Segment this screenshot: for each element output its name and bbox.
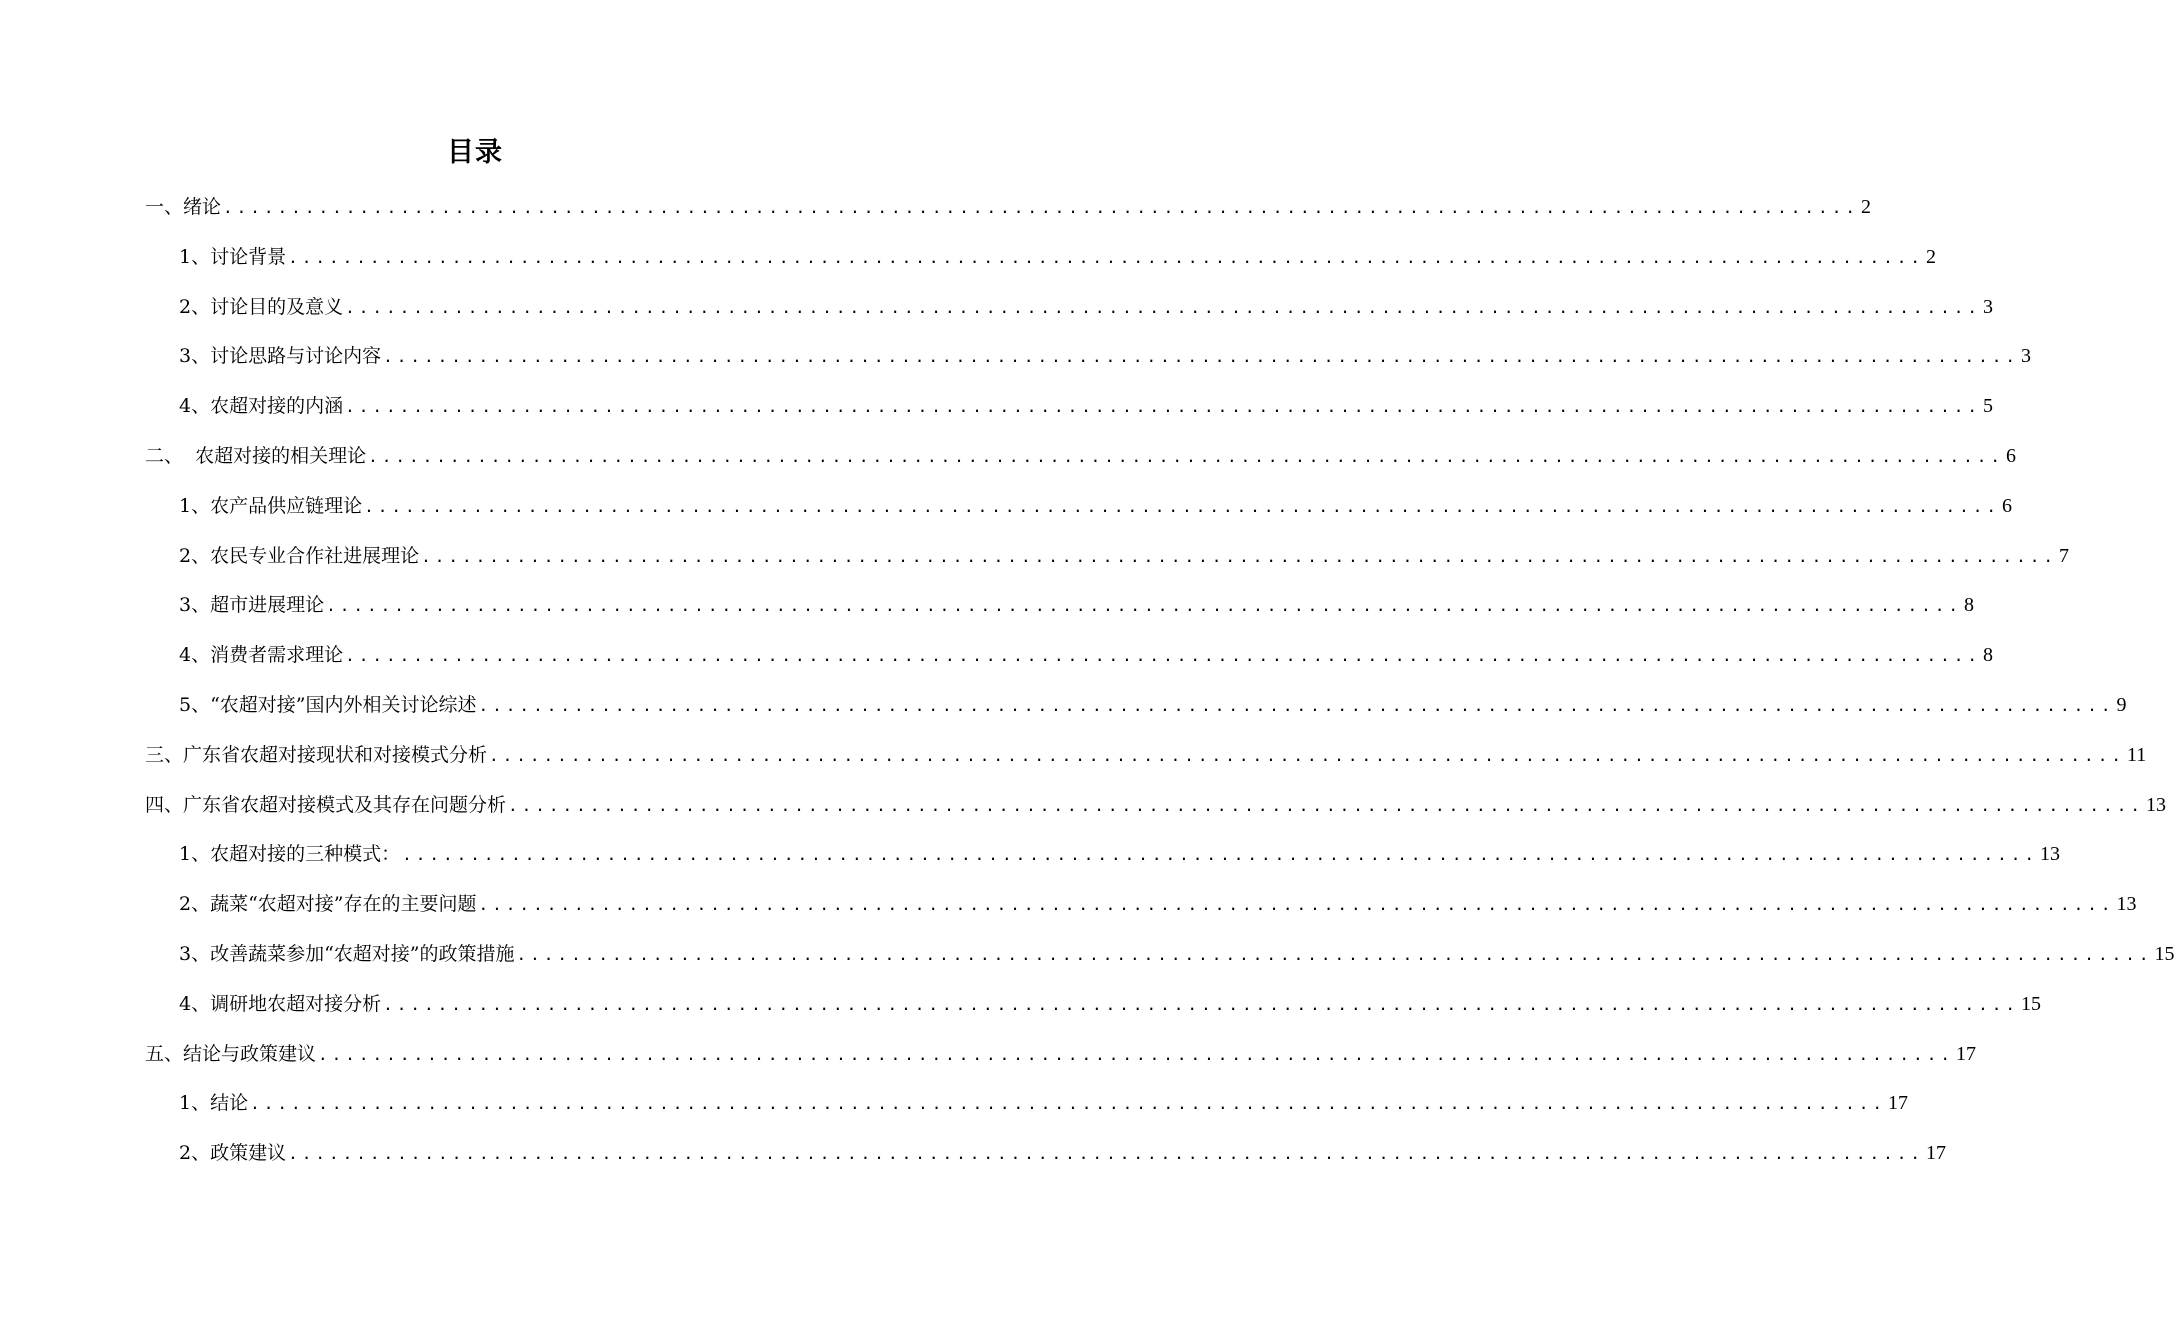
toc-leader-dots: ........................................................................................................................ xyxy=(368,446,2005,466)
toc-leader-dots: ........................................................................................................................ xyxy=(288,247,1925,267)
toc-entry-page: 8 xyxy=(1983,644,1994,667)
toc-entry-label: 3、讨论思路与讨论内容 xyxy=(179,345,382,368)
toc-entry-page: 11 xyxy=(2126,743,2147,766)
toc-entry[interactable] xyxy=(145,382,1994,432)
toc-entry-label: 2、讨论目的及意义 xyxy=(179,295,344,318)
toc-entry[interactable] xyxy=(145,581,1975,631)
toc-entry-label: 四、广东省农超对接模式及其存在问题分析 xyxy=(145,793,507,816)
toc-entry-label: 3、改善蔬菜参加“农超对接”的政策措施 xyxy=(179,942,515,965)
toc-entry-label: 4、调研地农超对接分析 xyxy=(179,992,382,1015)
toc-entry-label: 三、广东省农超对接现状和对接模式分析 xyxy=(145,743,488,766)
toc-entry-label: 4、农超对接的内涵 xyxy=(179,395,344,418)
toc-leader-dots: ........................................................................................................................ xyxy=(383,347,2020,367)
toc-leader-dots: ........................................................................................................................ xyxy=(478,895,2115,915)
toc-entry[interactable] xyxy=(145,830,2061,880)
toc-entry-page: 9 xyxy=(2116,693,2127,716)
toc-entry-page: 8 xyxy=(1964,594,1975,617)
toc-entry-label: 3、超市进展理论 xyxy=(179,594,325,617)
toc-entry-page: 7 xyxy=(2059,544,2070,567)
toc-leader-dots: ........................................................................................................................ xyxy=(421,546,2058,566)
toc-leader-dots: ........................................................................................................................ xyxy=(364,496,2001,516)
toc-leader-dots: ........................................................................................................................ xyxy=(383,994,2020,1014)
toc-leader-dots: ........................................................................................................................ xyxy=(345,297,1982,317)
toc-entry[interactable] xyxy=(145,880,2137,930)
toc-leader-dots: ........................................................................................................................ xyxy=(508,795,2144,815)
toc-entry[interactable] xyxy=(145,183,1871,233)
toc-entry-page: 3 xyxy=(1983,295,1994,318)
toc-entry[interactable] xyxy=(145,233,1937,283)
toc-entry[interactable] xyxy=(145,930,2174,980)
toc-leader-dots: ........................................................................................................................ xyxy=(223,198,1859,217)
toc-leader-dots: ........................................................................................................................ xyxy=(318,1044,1954,1064)
toc-entry-label: 1、讨论背景 xyxy=(179,245,287,268)
toc-entry-page: 3 xyxy=(2021,345,2032,368)
toc-entry-page: 15 xyxy=(2154,942,2174,965)
toc-entry-page: 15 xyxy=(2021,992,2042,1015)
toc-list xyxy=(145,183,2174,1179)
toc-entry-label: 1、农产品供应链理论 xyxy=(179,494,363,517)
toc-leader-dots: ........................................................................................................................ xyxy=(345,397,1982,417)
toc-entry[interactable] xyxy=(145,731,2147,781)
toc-leader-dots: ........................................................................................................................ xyxy=(250,1094,1887,1114)
toc-entry[interactable] xyxy=(145,681,2127,731)
toc-entry-page: 2 xyxy=(1926,245,1937,268)
toc-entry-page: 6 xyxy=(2002,494,2013,517)
toc-entry-label: 1、农超对接的三种模式： xyxy=(179,843,401,866)
toc-leader-dots: ........................................................................................................................ xyxy=(478,695,2115,715)
toc-entry-page: 6 xyxy=(2006,444,2017,467)
toc-entry-page: 2 xyxy=(1860,196,1871,218)
toc-leader-dots: ........................................................................................................................ xyxy=(516,944,2153,964)
toc-entry-label: 2、蔬菜“农超对接”存在的主要问题 xyxy=(179,893,477,916)
toc-entry-page: 17 xyxy=(1926,1142,1947,1165)
toc-entry-page: 13 xyxy=(2040,843,2061,866)
toc-entry-label: 二、 农超对接的相关理论 xyxy=(145,444,367,467)
toc-leader-dots: ........................................................................................................................ xyxy=(489,745,2125,765)
toc-entry[interactable] xyxy=(145,332,2032,382)
toc-entry-label: 5、“农超对接”国内外相关讨论综述 xyxy=(179,693,477,716)
toc-entry-page: 17 xyxy=(1955,1042,1976,1065)
toc-entry[interactable] xyxy=(145,1079,1909,1129)
toc-entry[interactable] xyxy=(145,781,2166,831)
toc-entry-label: 1、结论 xyxy=(179,1092,249,1115)
toc-entry-page: 13 xyxy=(2145,793,2166,816)
toc-entry-label: 一、绪论 xyxy=(145,196,222,218)
toc-leader-dots: ........................................................................................................................ xyxy=(326,596,1963,616)
toc-entry-page: 17 xyxy=(1888,1092,1909,1115)
toc-entry[interactable] xyxy=(145,1129,1947,1179)
toc-entry-page: 13 xyxy=(2116,893,2137,916)
toc-entry[interactable] xyxy=(145,980,2042,1030)
toc-entry[interactable] xyxy=(145,482,2013,532)
toc-entry-label: 五、结论与政策建议 xyxy=(145,1042,317,1065)
toc-entry[interactable] xyxy=(145,1030,1976,1080)
toc-entry[interactable] xyxy=(145,631,1994,681)
toc-leader-dots: ........................................................................................................................ xyxy=(288,1144,1925,1164)
toc-entry-page: 5 xyxy=(1983,395,1994,418)
toc-title: 目录 xyxy=(447,137,503,168)
toc-entry[interactable] xyxy=(145,283,1994,333)
toc-entry-label: 4、消费者需求理论 xyxy=(179,644,344,667)
toc-entry[interactable] xyxy=(145,532,2070,582)
toc-entry-label: 2、农民专业合作社进展理论 xyxy=(179,544,420,567)
toc-entry-label: 2、政策建议 xyxy=(179,1142,287,1165)
toc-leader-dots: ........................................................................................................................ xyxy=(345,646,1982,666)
toc-entry[interactable] xyxy=(145,432,2017,482)
toc-leader-dots: ........................................................................................................................ xyxy=(402,845,2039,865)
